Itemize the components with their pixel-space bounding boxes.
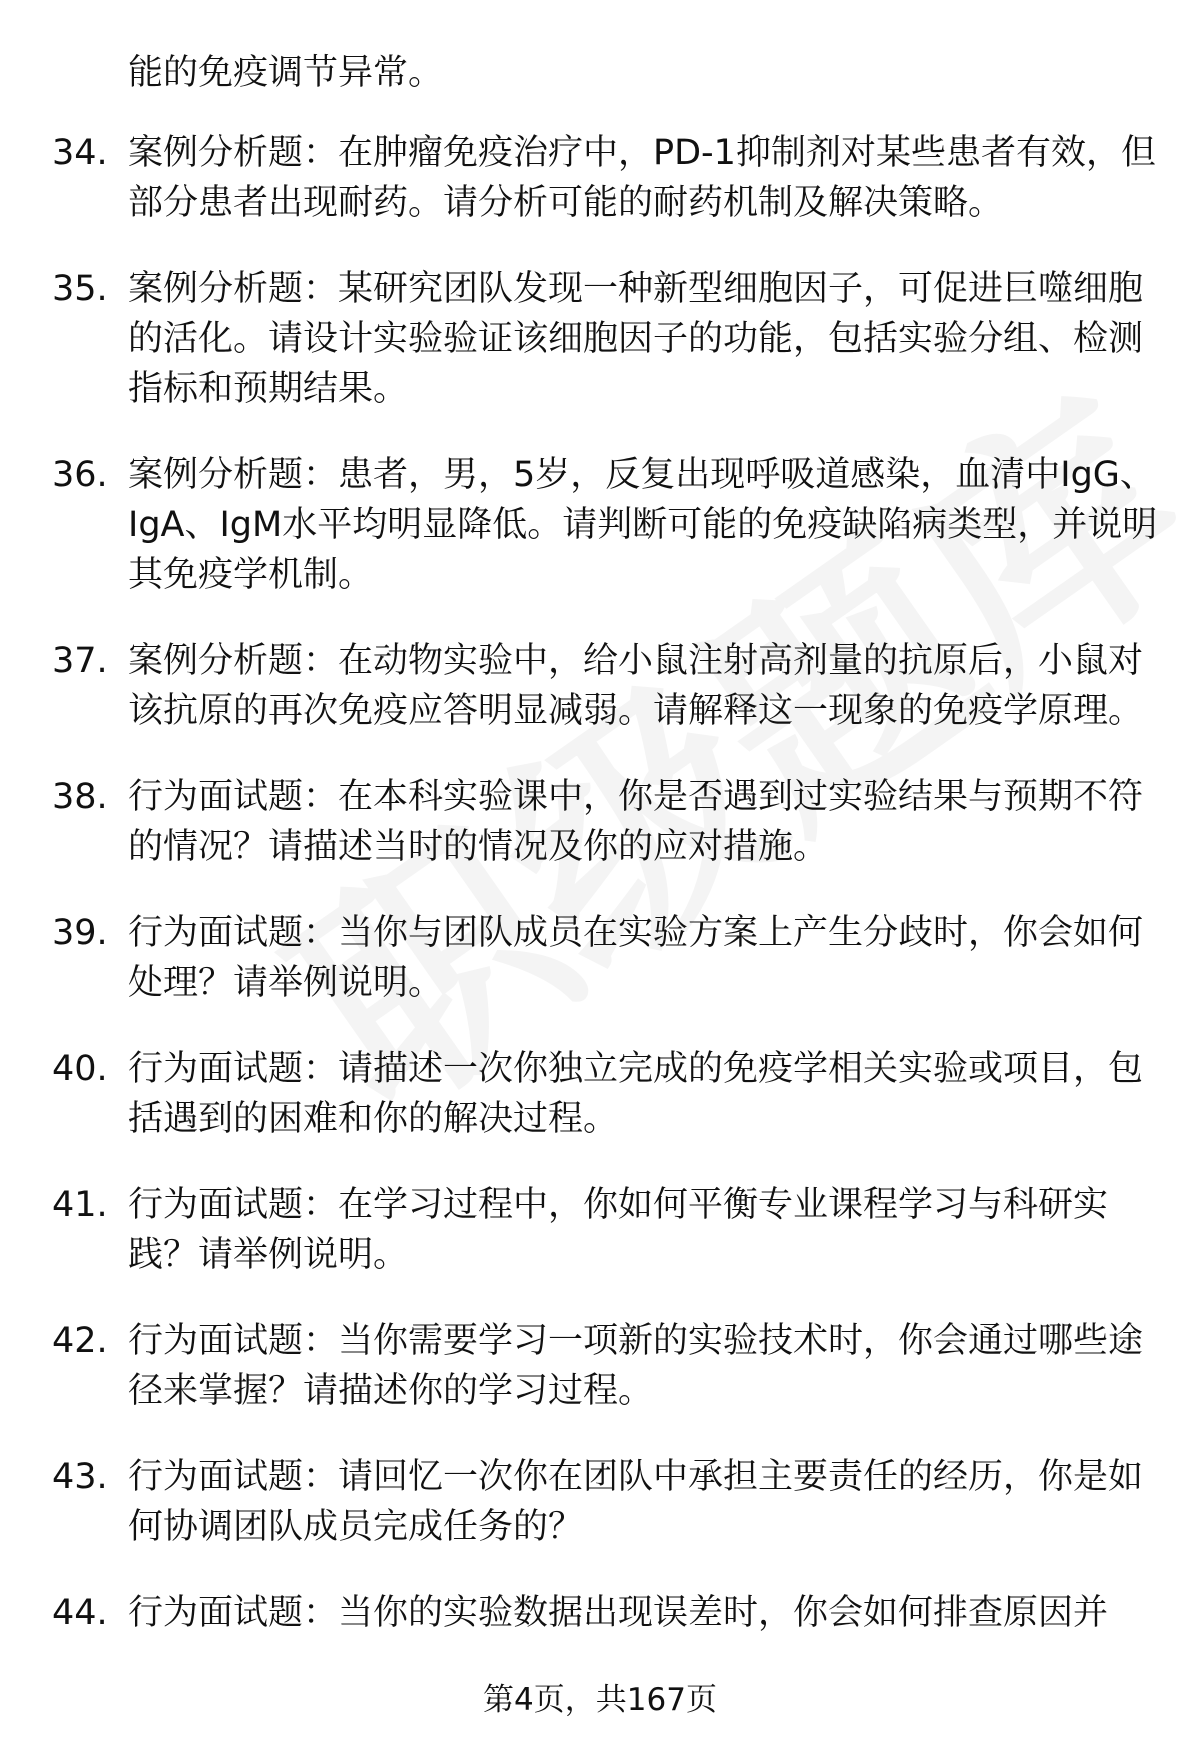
question-number: 37. — [52, 641, 108, 681]
question-text: 行为面试题：当你的实验数据出现误差时，你会如何排查原因并 — [128, 1593, 1109, 1633]
question-text: 案例分析题：在动物实验中，给小鼠注射高剂量的抗原后，小鼠对该抗原的再次免疫应答明显减弱。请解释这一现象的免疫学原理。 — [128, 641, 1144, 731]
question-number: 39. — [52, 913, 108, 953]
question-item — [52, 264, 1162, 414]
question-number: 35. — [52, 269, 108, 309]
question-item — [52, 1452, 1162, 1552]
question-item — [52, 772, 1162, 872]
question-item — [52, 1044, 1162, 1144]
question-text: 案例分析题：在肿瘤免疫治疗中，PD-1抑制剂对某些患者有效，但部分患者出现耐药。请分析可能的耐药机制及解决策略。 — [128, 133, 1156, 223]
question-number: 44. — [52, 1593, 108, 1633]
question-number: 41. — [52, 1185, 108, 1225]
question-item — [52, 1316, 1162, 1416]
question-text: 行为面试题：当你与团队成员在实验方案上产生分歧时，你会如何处理？请举例说明。 — [128, 913, 1144, 1003]
question-number: 43. — [52, 1457, 108, 1497]
continuation-text: 能的免疫调节异常。 — [128, 53, 444, 93]
question-item — [52, 1588, 1162, 1638]
question-item — [52, 1180, 1162, 1280]
question-number: 42. — [52, 1321, 108, 1361]
question-text: 行为面试题：在本科实验课中，你是否遇到过实验结果与预期不符的情况？请描述当时的情况及你的应对措施。 — [128, 777, 1144, 867]
question-item — [52, 908, 1162, 1008]
question-item — [52, 636, 1162, 736]
question-number: 34. — [52, 133, 108, 173]
question-number: 40. — [52, 1049, 108, 1089]
question-item — [52, 450, 1162, 600]
question-text: 案例分析题：患者，男，5岁，反复出现呼吸道感染，血清中IgG、IgA、IgM水平均明显降低。请判断可能的免疫缺陷病类型，并说明其免疫学机制。 — [128, 455, 1158, 595]
question-text: 行为面试题：当你需要学习一项新的实验技术时，你会通过哪些途径来掌握？请描述你的学习过程。 — [128, 1321, 1144, 1411]
question-text: 行为面试题：在学习过程中，你如何平衡专业课程学习与科研实践？请举例说明。 — [128, 1185, 1109, 1275]
question-number: 38. — [52, 777, 108, 817]
question-item — [52, 128, 1162, 228]
page-footer: 第4页，共167页 — [483, 1682, 717, 1718]
question-text: 行为面试题：请回忆一次你在团队中承担主要责任的经历，你是如何协调团队成员完成任务的？ — [128, 1457, 1144, 1547]
question-text: 行为面试题：请描述一次你独立完成的免疫学相关实验或项目，包括遇到的困难和你的解决过程。 — [128, 1049, 1144, 1139]
question-list — [52, 48, 1162, 1674]
question-number: 36. — [52, 455, 108, 495]
question-text: 案例分析题：某研究团队发现一种新型细胞因子，可促进巨噬细胞的活化。请设计实验验证该细胞因子的功能，包括实验分组、检测指标和预期结果。 — [128, 269, 1144, 409]
